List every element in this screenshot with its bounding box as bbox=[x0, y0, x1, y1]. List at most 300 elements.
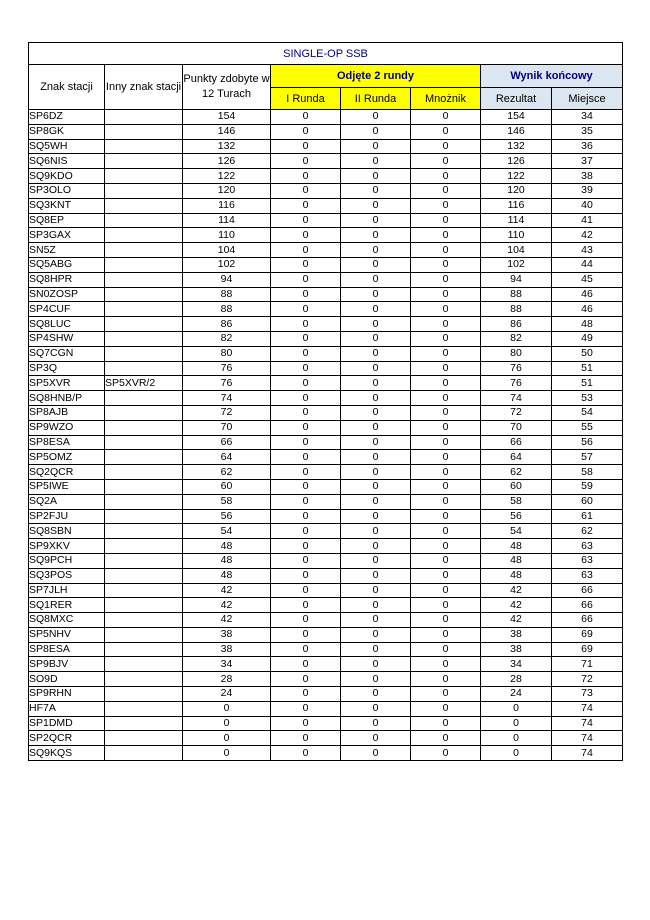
cell-inny-znak bbox=[105, 613, 183, 628]
cell-ii-runda: 0 bbox=[341, 272, 411, 287]
cell-punkty: 102 bbox=[183, 257, 271, 272]
table-row bbox=[29, 627, 623, 642]
cell-inny-znak bbox=[105, 420, 183, 435]
cell-punkty: 24 bbox=[183, 687, 271, 702]
cell-inny-znak bbox=[105, 479, 183, 494]
cell-punkty: 34 bbox=[183, 657, 271, 672]
table-row bbox=[29, 183, 623, 198]
cell-ii-runda: 0 bbox=[341, 154, 411, 169]
table-row bbox=[29, 376, 623, 391]
cell-inny-znak bbox=[105, 598, 183, 613]
cell-znak: SQ8HPR bbox=[29, 272, 105, 287]
cell-punkty: 94 bbox=[183, 272, 271, 287]
cell-inny-znak bbox=[105, 731, 183, 746]
cell-rezultat: 88 bbox=[481, 287, 552, 302]
cell-rezultat: 86 bbox=[481, 317, 552, 332]
cell-rezultat: 0 bbox=[481, 716, 552, 731]
cell-i-runda: 0 bbox=[271, 731, 341, 746]
cell-znak: SQ7CGN bbox=[29, 346, 105, 361]
cell-mnoznik: 0 bbox=[411, 124, 481, 139]
cell-i-runda: 0 bbox=[271, 110, 341, 125]
cell-miejsce: 54 bbox=[552, 405, 623, 420]
table-row bbox=[29, 465, 623, 480]
cell-mnoznik: 0 bbox=[411, 657, 481, 672]
table-row bbox=[29, 257, 623, 272]
cell-miejsce: 57 bbox=[552, 450, 623, 465]
cell-i-runda: 0 bbox=[271, 183, 341, 198]
table-row bbox=[29, 391, 623, 406]
cell-ii-runda: 0 bbox=[341, 598, 411, 613]
cell-znak: SP8AJB bbox=[29, 405, 105, 420]
cell-ii-runda: 0 bbox=[341, 169, 411, 184]
cell-i-runda: 0 bbox=[271, 257, 341, 272]
cell-inny-znak bbox=[105, 568, 183, 583]
cell-znak: SQ9PCH bbox=[29, 553, 105, 568]
cell-inny-znak bbox=[105, 539, 183, 554]
cell-rezultat: 70 bbox=[481, 420, 552, 435]
cell-miejsce: 36 bbox=[552, 139, 623, 154]
table-row bbox=[29, 228, 623, 243]
header-ii-runda: II Runda bbox=[341, 88, 411, 110]
cell-rezultat: 94 bbox=[481, 272, 552, 287]
cell-rezultat: 114 bbox=[481, 213, 552, 228]
cell-i-runda: 0 bbox=[271, 672, 341, 687]
cell-miejsce: 53 bbox=[552, 391, 623, 406]
table-row bbox=[29, 317, 623, 332]
table-row bbox=[29, 450, 623, 465]
cell-rezultat: 88 bbox=[481, 302, 552, 317]
cell-inny-znak bbox=[105, 746, 183, 761]
cell-mnoznik: 0 bbox=[411, 613, 481, 628]
cell-punkty: 48 bbox=[183, 568, 271, 583]
cell-mnoznik: 0 bbox=[411, 287, 481, 302]
table-row bbox=[29, 746, 623, 761]
cell-ii-runda: 0 bbox=[341, 198, 411, 213]
cell-znak: SQ8HNB/P bbox=[29, 391, 105, 406]
cell-znak: SQ9KQS bbox=[29, 746, 105, 761]
cell-punkty: 38 bbox=[183, 627, 271, 642]
cell-miejsce: 38 bbox=[552, 169, 623, 184]
cell-ii-runda: 0 bbox=[341, 731, 411, 746]
cell-inny-znak bbox=[105, 716, 183, 731]
cell-mnoznik: 0 bbox=[411, 302, 481, 317]
table-row bbox=[29, 509, 623, 524]
cell-inny-znak bbox=[105, 110, 183, 125]
cell-miejsce: 41 bbox=[552, 213, 623, 228]
cell-rezultat: 120 bbox=[481, 183, 552, 198]
cell-mnoznik: 0 bbox=[411, 642, 481, 657]
cell-mnoznik: 0 bbox=[411, 198, 481, 213]
table-row bbox=[29, 524, 623, 539]
cell-i-runda: 0 bbox=[271, 687, 341, 702]
header-miejsce: Miejsce bbox=[552, 88, 623, 110]
cell-rezultat: 132 bbox=[481, 139, 552, 154]
cell-mnoznik: 0 bbox=[411, 568, 481, 583]
cell-punkty: 116 bbox=[183, 198, 271, 213]
cell-miejsce: 51 bbox=[552, 376, 623, 391]
cell-i-runda: 0 bbox=[271, 124, 341, 139]
cell-miejsce: 72 bbox=[552, 672, 623, 687]
cell-rezultat: 58 bbox=[481, 494, 552, 509]
cell-i-runda: 0 bbox=[271, 583, 341, 598]
table-row bbox=[29, 139, 623, 154]
cell-rezultat: 48 bbox=[481, 553, 552, 568]
cell-i-runda: 0 bbox=[271, 509, 341, 524]
cell-ii-runda: 0 bbox=[341, 435, 411, 450]
cell-rezultat: 116 bbox=[481, 198, 552, 213]
cell-i-runda: 0 bbox=[271, 213, 341, 228]
cell-miejsce: 48 bbox=[552, 317, 623, 332]
cell-mnoznik: 0 bbox=[411, 376, 481, 391]
cell-i-runda: 0 bbox=[271, 198, 341, 213]
cell-mnoznik: 0 bbox=[411, 583, 481, 598]
cell-i-runda: 0 bbox=[271, 228, 341, 243]
cell-mnoznik: 0 bbox=[411, 331, 481, 346]
table-row bbox=[29, 672, 623, 687]
cell-mnoznik: 0 bbox=[411, 701, 481, 716]
cell-i-runda: 0 bbox=[271, 435, 341, 450]
cell-ii-runda: 0 bbox=[341, 701, 411, 716]
cell-rezultat: 54 bbox=[481, 524, 552, 539]
cell-mnoznik: 0 bbox=[411, 672, 481, 687]
cell-rezultat: 24 bbox=[481, 687, 552, 702]
cell-rezultat: 80 bbox=[481, 346, 552, 361]
cell-ii-runda: 0 bbox=[341, 568, 411, 583]
cell-inny-znak bbox=[105, 672, 183, 687]
cell-ii-runda: 0 bbox=[341, 213, 411, 228]
cell-i-runda: 0 bbox=[271, 627, 341, 642]
table-row bbox=[29, 642, 623, 657]
cell-rezultat: 48 bbox=[481, 568, 552, 583]
cell-znak: SP2FJU bbox=[29, 509, 105, 524]
cell-inny-znak bbox=[105, 287, 183, 302]
cell-i-runda: 0 bbox=[271, 539, 341, 554]
table-row bbox=[29, 243, 623, 258]
cell-mnoznik: 0 bbox=[411, 257, 481, 272]
cell-mnoznik: 0 bbox=[411, 154, 481, 169]
cell-rezultat: 82 bbox=[481, 331, 552, 346]
cell-inny-znak bbox=[105, 331, 183, 346]
table-row bbox=[29, 110, 623, 125]
cell-punkty: 66 bbox=[183, 435, 271, 450]
cell-znak: SP2QCR bbox=[29, 731, 105, 746]
cell-znak: SP9WZO bbox=[29, 420, 105, 435]
cell-miejsce: 43 bbox=[552, 243, 623, 258]
cell-i-runda: 0 bbox=[271, 154, 341, 169]
cell-mnoznik: 0 bbox=[411, 391, 481, 406]
cell-rezultat: 104 bbox=[481, 243, 552, 258]
cell-i-runda: 0 bbox=[271, 479, 341, 494]
cell-rezultat: 122 bbox=[481, 169, 552, 184]
cell-miejsce: 45 bbox=[552, 272, 623, 287]
table-row bbox=[29, 213, 623, 228]
cell-inny-znak bbox=[105, 553, 183, 568]
cell-miejsce: 66 bbox=[552, 583, 623, 598]
cell-punkty: 42 bbox=[183, 613, 271, 628]
cell-rezultat: 42 bbox=[481, 613, 552, 628]
cell-punkty: 0 bbox=[183, 731, 271, 746]
cell-inny-znak bbox=[105, 405, 183, 420]
header-punkty: Punkty zdobyte w 12 Turach bbox=[183, 65, 271, 110]
cell-ii-runda: 0 bbox=[341, 524, 411, 539]
cell-punkty: 86 bbox=[183, 317, 271, 332]
cell-punkty: 88 bbox=[183, 287, 271, 302]
cell-inny-znak bbox=[105, 465, 183, 480]
header-wynik-koncowy: Wynik końcowy bbox=[481, 65, 623, 88]
table-title: SINGLE-OP SSB bbox=[29, 43, 623, 65]
cell-miejsce: 63 bbox=[552, 553, 623, 568]
cell-mnoznik: 0 bbox=[411, 243, 481, 258]
cell-znak: SQ8EP bbox=[29, 213, 105, 228]
cell-inny-znak bbox=[105, 701, 183, 716]
cell-i-runda: 0 bbox=[271, 361, 341, 376]
table-row bbox=[29, 198, 623, 213]
cell-punkty: 56 bbox=[183, 509, 271, 524]
cell-miejsce: 69 bbox=[552, 627, 623, 642]
cell-znak: SP9RHN bbox=[29, 687, 105, 702]
cell-inny-znak bbox=[105, 346, 183, 361]
table-row bbox=[29, 553, 623, 568]
cell-znak: SP5NHV bbox=[29, 627, 105, 642]
cell-ii-runda: 0 bbox=[341, 420, 411, 435]
cell-rezultat: 48 bbox=[481, 539, 552, 554]
cell-punkty: 120 bbox=[183, 183, 271, 198]
cell-ii-runda: 0 bbox=[341, 465, 411, 480]
cell-miejsce: 55 bbox=[552, 420, 623, 435]
cell-ii-runda: 0 bbox=[341, 361, 411, 376]
cell-miejsce: 39 bbox=[552, 183, 623, 198]
cell-punkty: 126 bbox=[183, 154, 271, 169]
table-body bbox=[29, 110, 623, 761]
header-znak-stacji: Znak stacji bbox=[29, 65, 105, 110]
table-row bbox=[29, 731, 623, 746]
cell-rezultat: 0 bbox=[481, 746, 552, 761]
cell-i-runda: 0 bbox=[271, 391, 341, 406]
cell-rezultat: 60 bbox=[481, 479, 552, 494]
cell-rezultat: 42 bbox=[481, 598, 552, 613]
cell-miejsce: 63 bbox=[552, 568, 623, 583]
cell-rezultat: 62 bbox=[481, 465, 552, 480]
cell-znak: SN5Z bbox=[29, 243, 105, 258]
cell-inny-znak bbox=[105, 169, 183, 184]
table-row bbox=[29, 494, 623, 509]
cell-rezultat: 64 bbox=[481, 450, 552, 465]
cell-i-runda: 0 bbox=[271, 302, 341, 317]
cell-i-runda: 0 bbox=[271, 553, 341, 568]
cell-i-runda: 0 bbox=[271, 139, 341, 154]
table-row bbox=[29, 154, 623, 169]
cell-miejsce: 35 bbox=[552, 124, 623, 139]
cell-inny-znak bbox=[105, 302, 183, 317]
cell-rezultat: 66 bbox=[481, 435, 552, 450]
cell-miejsce: 40 bbox=[552, 198, 623, 213]
cell-znak: SQ5WH bbox=[29, 139, 105, 154]
cell-ii-runda: 0 bbox=[341, 376, 411, 391]
cell-mnoznik: 0 bbox=[411, 731, 481, 746]
table-row bbox=[29, 405, 623, 420]
cell-i-runda: 0 bbox=[271, 450, 341, 465]
cell-znak: SQ9KDO bbox=[29, 169, 105, 184]
cell-ii-runda: 0 bbox=[341, 228, 411, 243]
cell-ii-runda: 0 bbox=[341, 672, 411, 687]
cell-rezultat: 74 bbox=[481, 391, 552, 406]
cell-miejsce: 37 bbox=[552, 154, 623, 169]
cell-znak: SP3GAX bbox=[29, 228, 105, 243]
cell-znak: SQ2QCR bbox=[29, 465, 105, 480]
cell-rezultat: 76 bbox=[481, 376, 552, 391]
cell-punkty: 60 bbox=[183, 479, 271, 494]
header-rezultat: Rezultat bbox=[481, 88, 552, 110]
cell-punkty: 88 bbox=[183, 302, 271, 317]
cell-ii-runda: 0 bbox=[341, 243, 411, 258]
cell-inny-znak bbox=[105, 361, 183, 376]
cell-miejsce: 50 bbox=[552, 346, 623, 361]
table-row bbox=[29, 435, 623, 450]
table-row bbox=[29, 124, 623, 139]
table-row bbox=[29, 479, 623, 494]
cell-miejsce: 51 bbox=[552, 361, 623, 376]
cell-inny-znak bbox=[105, 317, 183, 332]
cell-rezultat: 76 bbox=[481, 361, 552, 376]
cell-miejsce: 71 bbox=[552, 657, 623, 672]
cell-punkty: 70 bbox=[183, 420, 271, 435]
cell-inny-znak bbox=[105, 391, 183, 406]
cell-i-runda: 0 bbox=[271, 405, 341, 420]
cell-mnoznik: 0 bbox=[411, 479, 481, 494]
cell-ii-runda: 0 bbox=[341, 287, 411, 302]
cell-ii-runda: 0 bbox=[341, 627, 411, 642]
cell-miejsce: 42 bbox=[552, 228, 623, 243]
cell-znak: SP1DMD bbox=[29, 716, 105, 731]
cell-i-runda: 0 bbox=[271, 598, 341, 613]
table-row bbox=[29, 701, 623, 716]
cell-i-runda: 0 bbox=[271, 243, 341, 258]
cell-rezultat: 72 bbox=[481, 405, 552, 420]
cell-punkty: 54 bbox=[183, 524, 271, 539]
cell-inny-znak bbox=[105, 139, 183, 154]
cell-znak: SQ8LUC bbox=[29, 317, 105, 332]
cell-znak: SQ8SBN bbox=[29, 524, 105, 539]
cell-mnoznik: 0 bbox=[411, 361, 481, 376]
cell-ii-runda: 0 bbox=[341, 746, 411, 761]
table-row bbox=[29, 287, 623, 302]
cell-i-runda: 0 bbox=[271, 746, 341, 761]
table-row bbox=[29, 169, 623, 184]
cell-i-runda: 0 bbox=[271, 420, 341, 435]
cell-punkty: 72 bbox=[183, 405, 271, 420]
cell-miejsce: 74 bbox=[552, 701, 623, 716]
cell-ii-runda: 0 bbox=[341, 642, 411, 657]
cell-miejsce: 66 bbox=[552, 613, 623, 628]
cell-punkty: 110 bbox=[183, 228, 271, 243]
cell-inny-znak bbox=[105, 494, 183, 509]
table-row bbox=[29, 687, 623, 702]
cell-znak: SP5XVR bbox=[29, 376, 105, 391]
cell-ii-runda: 0 bbox=[341, 139, 411, 154]
cell-znak: SO9D bbox=[29, 672, 105, 687]
cell-miejsce: 62 bbox=[552, 524, 623, 539]
cell-i-runda: 0 bbox=[271, 346, 341, 361]
cell-znak: SQ1RER bbox=[29, 598, 105, 613]
cell-znak: SQ3KNT bbox=[29, 198, 105, 213]
cell-i-runda: 0 bbox=[271, 317, 341, 332]
cell-miejsce: 69 bbox=[552, 642, 623, 657]
cell-rezultat: 102 bbox=[481, 257, 552, 272]
cell-i-runda: 0 bbox=[271, 272, 341, 287]
cell-znak: SP5OMZ bbox=[29, 450, 105, 465]
cell-znak: SP8ESA bbox=[29, 435, 105, 450]
cell-mnoznik: 0 bbox=[411, 183, 481, 198]
cell-punkty: 28 bbox=[183, 672, 271, 687]
cell-miejsce: 46 bbox=[552, 302, 623, 317]
cell-miejsce: 74 bbox=[552, 746, 623, 761]
cell-i-runda: 0 bbox=[271, 376, 341, 391]
cell-mnoznik: 0 bbox=[411, 213, 481, 228]
cell-inny-znak bbox=[105, 154, 183, 169]
cell-ii-runda: 0 bbox=[341, 553, 411, 568]
cell-mnoznik: 0 bbox=[411, 716, 481, 731]
cell-ii-runda: 0 bbox=[341, 110, 411, 125]
cell-znak: SP4CUF bbox=[29, 302, 105, 317]
cell-miejsce: 73 bbox=[552, 687, 623, 702]
cell-znak: SP5IWE bbox=[29, 479, 105, 494]
cell-miejsce: 34 bbox=[552, 110, 623, 125]
table-row bbox=[29, 331, 623, 346]
cell-ii-runda: 0 bbox=[341, 331, 411, 346]
cell-punkty: 0 bbox=[183, 746, 271, 761]
cell-ii-runda: 0 bbox=[341, 317, 411, 332]
cell-ii-runda: 0 bbox=[341, 494, 411, 509]
cell-punkty: 76 bbox=[183, 376, 271, 391]
cell-mnoznik: 0 bbox=[411, 405, 481, 420]
cell-mnoznik: 0 bbox=[411, 346, 481, 361]
cell-miejsce: 74 bbox=[552, 716, 623, 731]
cell-i-runda: 0 bbox=[271, 331, 341, 346]
cell-miejsce: 59 bbox=[552, 479, 623, 494]
cell-punkty: 114 bbox=[183, 213, 271, 228]
cell-mnoznik: 0 bbox=[411, 139, 481, 154]
cell-punkty: 122 bbox=[183, 169, 271, 184]
cell-punkty: 104 bbox=[183, 243, 271, 258]
cell-punkty: 0 bbox=[183, 716, 271, 731]
table-row bbox=[29, 598, 623, 613]
cell-i-runda: 0 bbox=[271, 701, 341, 716]
cell-mnoznik: 0 bbox=[411, 110, 481, 125]
cell-znak: SP7JLH bbox=[29, 583, 105, 598]
cell-znak: SQ3POS bbox=[29, 568, 105, 583]
cell-punkty: 42 bbox=[183, 598, 271, 613]
table-row bbox=[29, 539, 623, 554]
cell-punkty: 0 bbox=[183, 701, 271, 716]
cell-rezultat: 56 bbox=[481, 509, 552, 524]
cell-znak: SP3Q bbox=[29, 361, 105, 376]
cell-znak: SN0ZOSP bbox=[29, 287, 105, 302]
cell-i-runda: 0 bbox=[271, 465, 341, 480]
cell-znak: SP8GK bbox=[29, 124, 105, 139]
cell-inny-znak bbox=[105, 228, 183, 243]
cell-mnoznik: 0 bbox=[411, 524, 481, 539]
cell-i-runda: 0 bbox=[271, 287, 341, 302]
cell-punkty: 48 bbox=[183, 553, 271, 568]
cell-i-runda: 0 bbox=[271, 568, 341, 583]
cell-miejsce: 60 bbox=[552, 494, 623, 509]
table-row bbox=[29, 583, 623, 598]
table-row bbox=[29, 302, 623, 317]
cell-znak: SQ2A bbox=[29, 494, 105, 509]
cell-mnoznik: 0 bbox=[411, 687, 481, 702]
cell-ii-runda: 0 bbox=[341, 257, 411, 272]
cell-punkty: 74 bbox=[183, 391, 271, 406]
